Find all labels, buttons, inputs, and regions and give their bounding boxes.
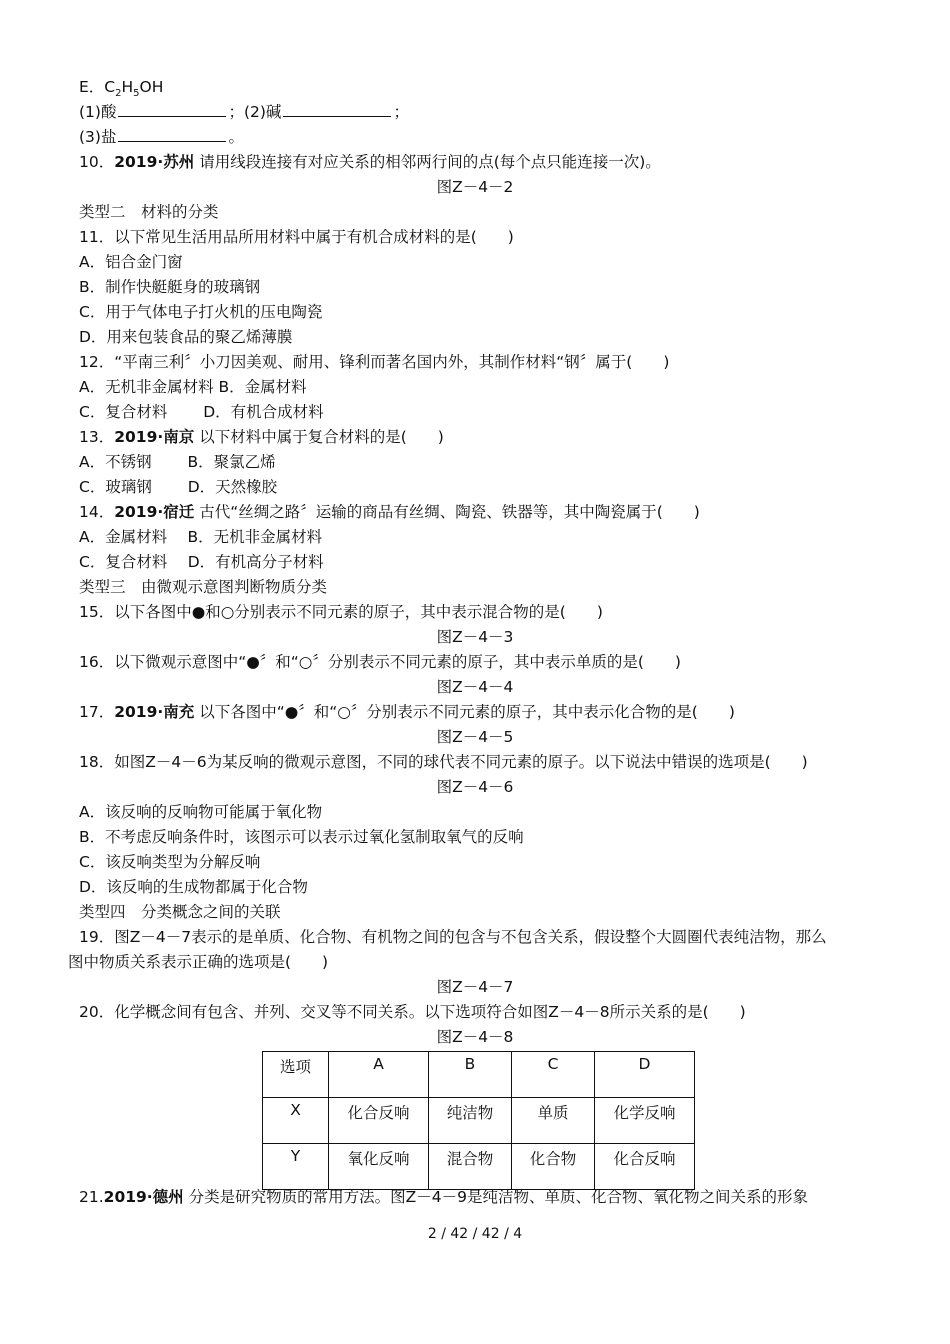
question-18: 18．如图Z－4－6为某反响的微观示意图，不同的球代表不同元素的原子。以下说法中错误的选项是( ) — [79, 753, 808, 771]
table-cell: X — [263, 1098, 329, 1144]
table-cell: 混合物 — [429, 1144, 512, 1190]
figure-caption: 图Z－4－2 — [436, 178, 514, 196]
option-e: E．$C_2H_5OH$ — [79, 78, 164, 100]
table-row — [263, 1098, 695, 1144]
option-a: A．铝合金门窗 — [79, 253, 183, 271]
q-source: 2019·南京 — [114, 428, 195, 446]
blank-acid[interactable] — [118, 102, 226, 117]
figure-caption: 图Z－4－5 — [436, 728, 514, 746]
q-source: 2019·苏州 — [114, 153, 195, 171]
options-cd: C．复合材料 D．有机合成材料 — [79, 403, 324, 421]
options-ab: A．金属材料 B．无机非金属材料 — [79, 528, 323, 546]
table-cell: 化合物 — [512, 1144, 595, 1190]
table-cell: A — [329, 1052, 429, 1098]
blank-salt[interactable] — [118, 127, 226, 142]
table-cell: C — [512, 1052, 595, 1098]
table-cell: 氧化反响 — [329, 1144, 429, 1190]
q-number: 14． — [79, 503, 115, 521]
figure-caption: 图Z－4－8 — [436, 1028, 514, 1046]
section-heading: 类型二 材料的分类 — [79, 203, 219, 221]
question-19-cont: 图中物质关系表示正确的选项是( ) — [68, 953, 329, 971]
table-cell: 化学反响 — [595, 1098, 695, 1144]
option-d: D．用来包装食品的聚乙烯薄膜 — [79, 328, 293, 346]
question-14 — [79, 501, 700, 523]
section-heading: 类型四 分类概念之间的关联 — [79, 903, 281, 921]
question-10 — [79, 151, 661, 173]
options-cd: C．复合材料 D．有机高分子材料 — [79, 553, 324, 571]
option-d: D．该反响的生成物都属于化合物 — [79, 878, 308, 896]
question-21 — [79, 1186, 808, 1208]
question-19: 19．图Z－4－7表示的是单质、化合物、有机物之间的包含与不包含关系，假设整个大圆圈代表纯洁物，那么 — [79, 928, 827, 946]
question-15: 15．以下各图中●和○分别表示不同元素的原子，其中表示混合物的是( ) — [79, 603, 603, 621]
option-b: B．制作快艇艇身的玻璃钢 — [79, 278, 261, 296]
q-source: 2019·宿迁 — [114, 503, 195, 521]
figure-caption: 图Z－4－6 — [436, 778, 514, 796]
question-17 — [79, 701, 735, 723]
question-20: 20．化学概念间有包含、并列、交叉等不同关系。以下选项符合如图Z－4－8所示关系的是( ) — [79, 1003, 746, 1021]
table-row — [263, 1052, 695, 1098]
punct: 。 — [228, 128, 244, 146]
answer-line-1 — [79, 101, 409, 123]
q-number: 13． — [79, 428, 115, 446]
option-c: C．用于气体电子打火机的压电陶瓷 — [79, 303, 323, 321]
figure-caption: 图Z－4－4 — [436, 678, 514, 696]
punct: ； — [393, 103, 409, 121]
q-source: 2019·德州 — [103, 1188, 184, 1206]
q-text: 以下各图中“●〞和“○〞分别表示不同元素的原子，其中表示化合物的是( ) — [194, 703, 735, 721]
question-12: 12．“平南三利〞小刀因美观、耐用、锋利而著名国内外，其制作材料“钢〞属于( ) — [79, 353, 670, 371]
options-table — [262, 1051, 695, 1190]
question-16: 16．以下微观示意图中“●〞和“○〞分别表示不同元素的原子，其中表示单质的是( ) — [79, 653, 681, 671]
table-cell: 化合反响 — [595, 1144, 695, 1190]
q-number: 21. — [79, 1188, 104, 1206]
table-cell: D — [595, 1052, 695, 1098]
table-cell: 纯洁物 — [429, 1098, 512, 1144]
q-source: 2019·南充 — [114, 703, 195, 721]
table-row — [263, 1144, 695, 1190]
table-cell: 选项 — [263, 1052, 329, 1098]
option-c: C．该反响类型为分解反响 — [79, 853, 261, 871]
label-base: ；(2)碱 — [228, 103, 282, 121]
section-heading: 类型三 由微观示意图判断物质分类 — [79, 578, 328, 596]
options-ab: A．无机非金属材料 B．金属材料 — [79, 378, 307, 396]
label-acid: (1)酸 — [79, 103, 117, 121]
q-text: 以下材料中属于复合材料的是( ) — [194, 428, 444, 446]
answer-line-2 — [79, 126, 244, 148]
page-number: 2 / 42 / 42 / 4 — [427, 1226, 523, 1242]
table-cell: Y — [263, 1144, 329, 1190]
q-text: 请用线段连接有对应关系的相邻两行间的点(每个点只能连接一次)。 — [194, 153, 661, 171]
label-salt: (3)盐 — [79, 128, 117, 146]
option-b: B．不考虑反响条件时，该图示可以表示过氧化氢制取氧气的反响 — [79, 828, 524, 846]
question-13 — [79, 426, 444, 448]
table-cell: 化合反响 — [329, 1098, 429, 1144]
figure-caption: 图Z－4－7 — [436, 978, 514, 996]
q-number: 17． — [79, 703, 115, 721]
figure-caption: 图Z－4－3 — [436, 628, 514, 646]
table-cell: B — [429, 1052, 512, 1098]
table-cell: 单质 — [512, 1098, 595, 1144]
question-11: 11．以下常见生活用品所用材料中属于有机合成材料的是( ) — [79, 228, 514, 246]
blank-base[interactable] — [283, 102, 391, 117]
option-a: A．该反响的反响物可能属于氧化物 — [79, 803, 323, 821]
q-text: 古代“丝绸之路〞运输的商品有丝绸、陶瓷、铁器等，其中陶瓷属于( ) — [194, 503, 700, 521]
options-cd: C．玻璃钢 D．天然橡胶 — [79, 478, 278, 496]
q-number: 10． — [79, 153, 115, 171]
options-ab: A．不锈钢 B．聚氯乙烯 — [79, 453, 276, 471]
q-text: 分类是研究物质的常用方法。图Z－4－9是纯洁物、单质、化合物、氧化物之间关系的形象 — [183, 1188, 808, 1206]
